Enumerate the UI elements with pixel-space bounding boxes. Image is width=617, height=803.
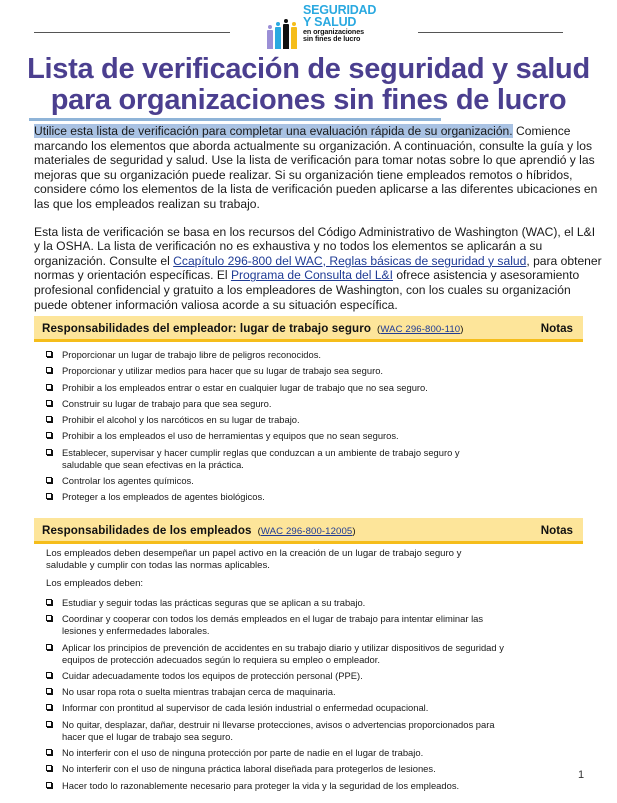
checkbox[interactable] <box>46 416 52 422</box>
checkbox[interactable] <box>46 400 52 406</box>
checkbox[interactable] <box>46 765 52 771</box>
page-number: 1 <box>578 769 585 781</box>
checkbox[interactable] <box>46 367 52 373</box>
checklist-item <box>46 642 517 666</box>
checkbox[interactable] <box>46 449 52 455</box>
checklist-item <box>46 365 516 377</box>
intro-paragraph-2 <box>34 225 604 313</box>
title-underline <box>29 118 441 121</box>
checklist-item <box>46 491 516 503</box>
checklist-item-text: Proporcionar y utilizar medios para hacer que su lugar de trabajo sea seguro. <box>62 365 384 377</box>
section-title: Responsabilidades del empleador: lugar de trabajo seguro <box>42 322 372 335</box>
checkbox[interactable] <box>46 644 52 650</box>
checklist-item-text: Proporcionar un lugar de trabajo libre de peligros reconocidos. <box>62 349 322 360</box>
checklist-item <box>46 597 516 609</box>
page-title-line2: para organizaciones sin fines de lucro <box>50 84 567 116</box>
wac-reference-link[interactable]: WAC 296-800-12005 <box>260 526 353 537</box>
page-title <box>0 54 617 116</box>
notes-column-label: Notas <box>540 524 573 537</box>
checkbox[interactable] <box>46 493 52 499</box>
checklist-item <box>46 763 516 775</box>
checkbox[interactable] <box>46 721 52 727</box>
checkbox[interactable] <box>46 688 52 694</box>
checkbox[interactable] <box>46 615 52 621</box>
checklist-item <box>46 613 502 637</box>
page-title-line1: Lista de verificación de seguridad y salud <box>27 53 590 85</box>
checklist-item-text: Cuidar adecuadamente todos los equipos de protección personal (PPE). <box>62 669 363 681</box>
checkbox[interactable] <box>46 432 52 438</box>
checklist-item-text: No quitar, desplazar, dañar, destruir ni llevarse protecciones, avisos o advertencias proporcionados para hacer que el lugar de trabajo sea seguro. <box>62 718 495 742</box>
logo-text-line3: en organizaciones <box>303 27 365 36</box>
employees-checklist <box>46 597 516 796</box>
checklist-item-text: Prohibir a los empleados el uso de herramientas y equipos que no sean seguros. <box>62 430 399 442</box>
checkbox[interactable] <box>46 749 52 755</box>
checklist-item <box>46 382 516 394</box>
checkbox[interactable] <box>46 672 52 678</box>
checklist-item-text: No usar ropa rota o suelta mientras trabajan cerca de maquinaria. <box>62 686 336 698</box>
wac-chapter-link[interactable]: Ccapítulo 296-800 del WAC, Reglas básicas de seguridad y salud <box>173 253 527 268</box>
notes-column-label: Notas <box>540 322 573 335</box>
people-figures-icon <box>266 21 302 49</box>
checklist-item-text: Aplicar los principios de prevención de accidentes en su trabajo diario y utilizar dispositivos de seguridad y equipos de protección adecuados según lo requiera su empleo o empleador. <box>62 641 504 665</box>
checklist-item-text: Estudiar y seguir todas las prácticas seguras que se aplican a su trabajo. <box>62 597 366 608</box>
checklist-item <box>46 702 516 714</box>
intro-paragraph-2-text-b: , para obtener normas y orientación específicas. El <box>34 253 602 283</box>
checkbox[interactable] <box>46 477 52 483</box>
checklist-item-text: Coordinar y cooperar con todos los demás empleados en el lugar de trabajo para intentar eliminar las lesiones y enfermedades laborales. <box>62 613 484 637</box>
header-rule-left <box>34 32 230 33</box>
logo <box>266 4 418 50</box>
checklist-item-text: Hacer todo lo razonablemente necesario para proteger la vida y la seguridad de los empleados. <box>62 779 460 791</box>
checkbox[interactable] <box>46 704 52 710</box>
checklist-item-text: Proteger a los empleados de agentes biológicos. <box>62 491 265 503</box>
section-title: Responsabilidades de los empleados <box>42 524 252 537</box>
checklist-item <box>46 747 516 759</box>
checklist-item <box>46 670 516 682</box>
employees-lead-text: Los empleados deben: <box>46 578 144 589</box>
logo-text-line4: sin fines de lucro <box>303 34 361 44</box>
checklist-item <box>46 686 516 698</box>
checklist-item <box>46 475 516 487</box>
section-header-employees: Responsabilidades de los empleados (WAC 296-800-12005) Notas <box>34 518 583 544</box>
header-rule-right <box>418 32 563 33</box>
checklist-item <box>46 447 462 471</box>
intro-paragraph-1-rest: Comience marcando los elementos que aborda actualmente su organización. A continuación, consulte la guía y los materiales de seguridad y salud. Use la lista de verificación para tomar notas sobre lo que aprendió y las mejoras que su organización puede realizar. Si su organización tiene empleados remotos o híbridos, considere cómo los elementos de la lista de verificación pueden aplicarse a las diferentes ubicaciones en las que los empleados realizan su trabajo. <box>34 124 598 211</box>
checklist-item-text: Prohibir a los empleados entrar o estar en cualquier lugar de trabajo que no sea seguro. <box>62 381 428 393</box>
intro-paragraph-1 <box>34 124 604 212</box>
section-header-employer: Responsabilidades del empleador: lugar de trabajo seguro (WAC 296-800-110) Notas <box>34 316 583 342</box>
checklist-item-text: Establecer, supervisar y hacer cumplir reglas que conduzcan a un ambiente de trabajo seguro y saludable que sean efectivas en la práctica. <box>62 446 460 470</box>
intro-paragraph-2-text-a: Esta lista de verificación se basa en los recursos del Código Administrativo de Washington (WAC), el L&I y la OSHA. La lista de verificación no es exhaustiva y no todos los elementos se aplicarán a su organización. Consulte el <box>34 224 596 268</box>
checklist-item-text: Controlar los agentes químicos. <box>62 475 194 487</box>
checklist-item <box>46 719 497 743</box>
checklist-item-text: Prohibir el alcohol y los narcóticos en su lugar de trabajo. <box>62 414 300 426</box>
checklist-item-text: Informar con prontitud al supervisor de cada lesión industrial o enfermedad ocupacional. <box>62 702 429 714</box>
employer-checklist <box>46 349 516 508</box>
checklist-item-text: No interferir con el uso de ninguna protección por parte de nadie en el lugar de trabajo. <box>62 747 424 759</box>
intro-paragraph-2-text-c: ofrece asistencia y asesoramiento profesional confidencial y gratuito a los empleadores de Washington, con los cuales su organización puede obtener información valiosa acorde a su situación específica. <box>34 268 580 312</box>
intro-highlight: Utilice esta lista de verificación para completar una evaluación rápida de su organización. <box>34 124 513 138</box>
checkbox[interactable] <box>46 384 52 390</box>
checklist-item <box>46 398 516 410</box>
checklist-item-text: No interferir con el uso de ninguna práctica laboral diseñada para protegerlos de lesiones. <box>62 763 436 775</box>
consultation-program-link[interactable]: Programa de Consulta del L&I <box>230 268 393 283</box>
logo-text-line1: SEGURIDAD <box>303 3 377 17</box>
checklist-item <box>46 414 516 426</box>
employees-intro-text: Los empleados deben desempeñar un papel activo en la creación de un lugar de trabajo seguro y saludable y cumplir con todas las normas aplicables. <box>46 548 462 571</box>
checkbox[interactable] <box>46 782 52 788</box>
checklist-item <box>46 349 516 361</box>
checklist-item <box>46 430 516 442</box>
checkbox[interactable] <box>46 599 52 605</box>
intro-text <box>34 124 604 312</box>
checkbox[interactable] <box>46 351 52 357</box>
logo-text-line2: Y SALUD <box>303 14 357 29</box>
wac-reference-link[interactable]: WAC 296-800-110 <box>380 324 461 335</box>
checklist-item <box>46 780 516 792</box>
checklist-item-text: Construir su lugar de trabajo para que sea seguro. <box>62 397 272 409</box>
